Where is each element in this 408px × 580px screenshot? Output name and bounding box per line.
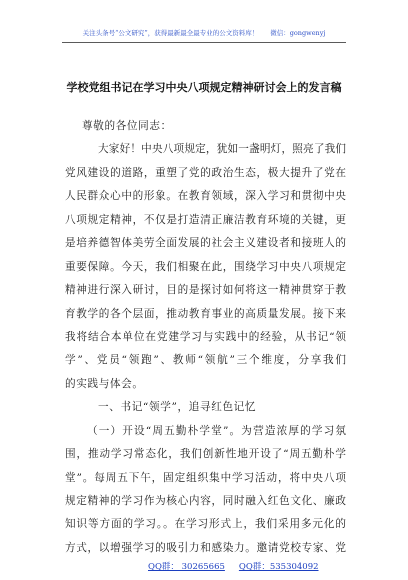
header-notice-text: 关注头条号“公文研究”，获得最新最全最专业的公文资料库！: [82, 29, 259, 37]
header-notice: [0, 28, 408, 38]
body-line: 规定精神的学习作为核心内容，同时融入红色文化、廉政: [65, 495, 346, 507]
body-line: 方式，以增强学习的吸引力和感染力。邀请党校专家、党: [65, 541, 346, 554]
body-line: 八项规定精神，不仅是打造清正廉洁教育环境的关键，更: [65, 213, 346, 226]
body-line: 大家好！中央八项规定，犹如一盏明灯，照亮了我们: [98, 143, 346, 156]
body-line: 围，推动学习常态化，我们创新性地开设了“周五勤朴学: [65, 448, 346, 461]
salutation: 尊敬的各位同志：: [82, 120, 172, 132]
body-line: （一）开设“周五勤朴学堂”。为营造浓厚的学习氛: [87, 424, 346, 437]
body-line: 的实践与体会。: [65, 377, 144, 390]
footer-qq-group-2[interactable]: QQ群：535304092: [238, 562, 319, 572]
body-line: 知识等方面的学习。。在学习形式上，我们采用多元化的: [65, 518, 346, 531]
body-line: 堂”。每周五下午，固定组织集中学习活动，将中央八项: [65, 471, 346, 484]
body-line: 党风建设的道路，重塑了党的政治生态，极大提升了党在: [65, 166, 346, 179]
document-body: [65, 115, 346, 560]
body-line: 重要保障。今天，我们相聚在此，围绕学习中央八项规定: [65, 260, 346, 273]
section-heading: 一、书记“领学”，追寻红色记忆: [98, 401, 257, 414]
footer-contact: [148, 561, 319, 573]
body-line: 我将结合本单位在党建学习与实践中的经验，从书记“领: [65, 330, 346, 343]
header-divider: [62, 42, 346, 43]
body-line: 人民群众心中的形象。在教育领域，深入学习和贯彻中央: [65, 190, 346, 203]
body-line: 精神进行深入研讨，目的是探讨如何将这一精神贯穿于教: [65, 284, 346, 297]
body-line: 是培养德智体美劳全面发展的社会主义建设者和接班人的: [65, 237, 346, 250]
header-wechat-id: 微信：gongwenyj: [270, 29, 326, 37]
body-line: 学”、党员“领跑”、教师“领航”三个维度，分享我们: [65, 354, 346, 367]
document-title: 学校党组书记在学习中央八项规定精神研讨会上的发言稿: [66, 81, 342, 94]
body-line: 育教学的各个层面，推动教育事业的高质量发展。接下来: [65, 307, 346, 320]
footer-qq-group-1[interactable]: QQ群： 30265665: [148, 562, 225, 572]
